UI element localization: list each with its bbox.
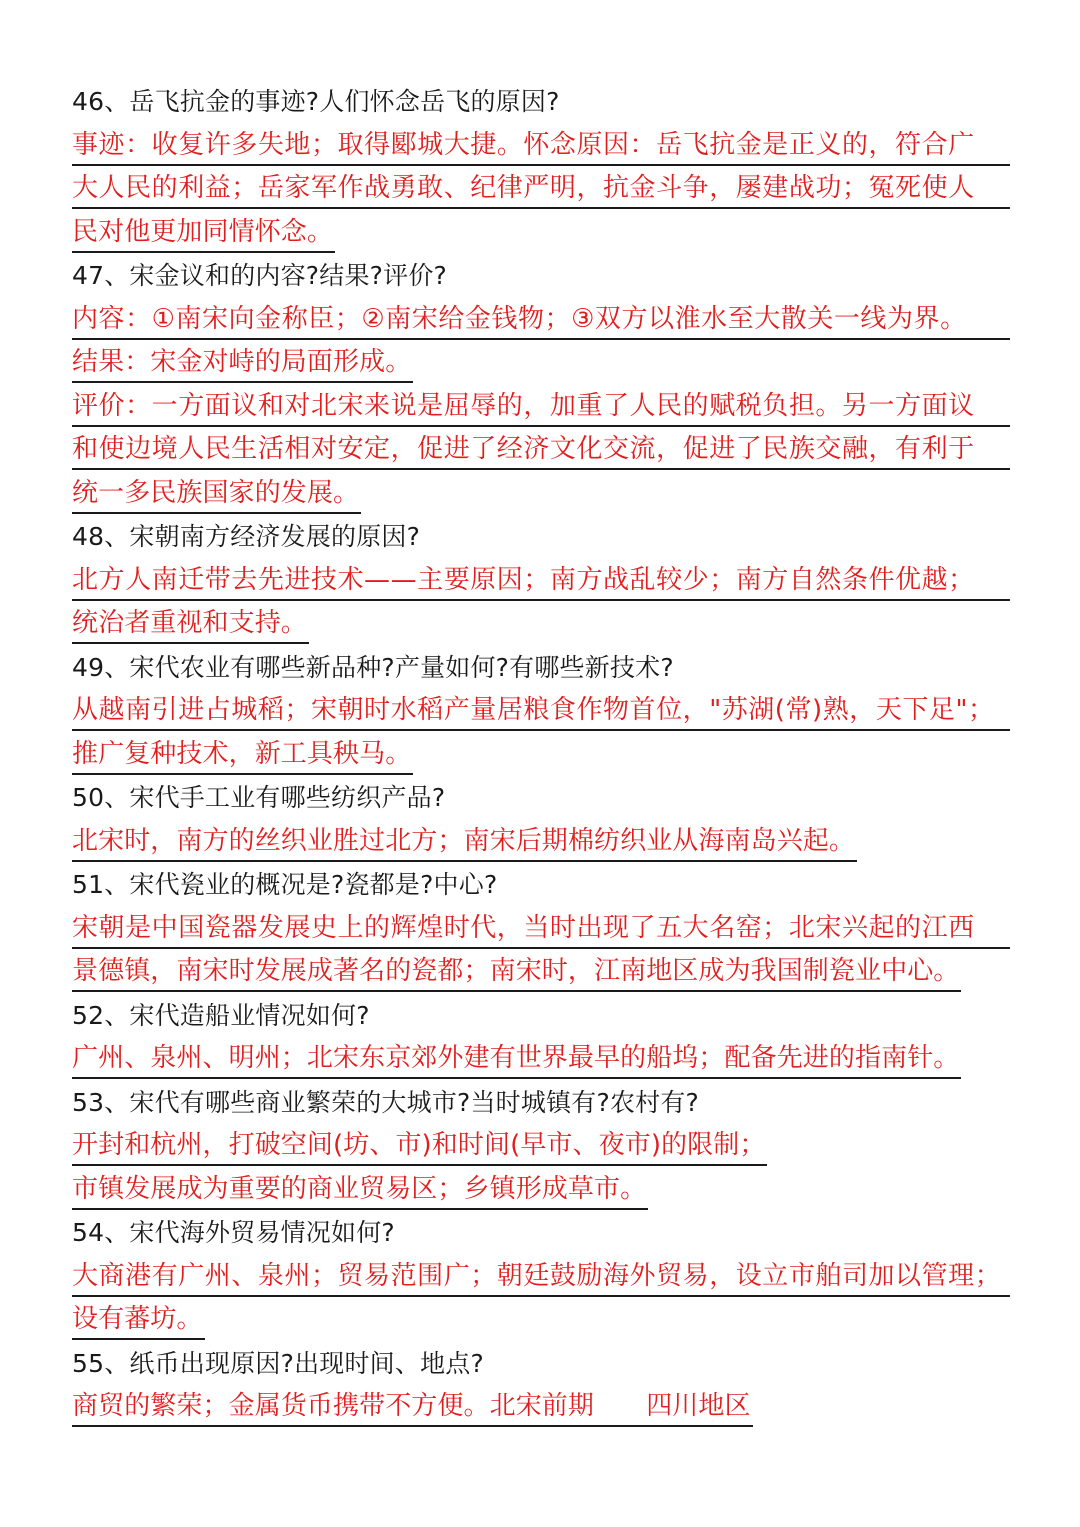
qa-item-55 (72, 1342, 1022, 1429)
answer-line: 商贸的繁荣；金属货币携带不方便。北宋前期 四川地区 (72, 1385, 1022, 1429)
question-48: 48、宋朝南方经济发展的原因? (72, 522, 421, 551)
answer-line: 开封和杭州，打破空间(坊、市)和时间(早市、夜市)的限制； (72, 1124, 1022, 1168)
answer-line: 景德镇，南宋时发展成著名的瓷都；南宋时，江南地区成为我国制瓷业中心。 (72, 950, 1022, 994)
qa-item-52 (72, 994, 1022, 1081)
answer-line: 广州、泉州、明州；北宋东京郊外建有世界最早的船坞；配备先进的指南针。 (72, 1037, 1022, 1081)
answer-line: 内容：①南宋向金称臣；②南宋给金钱物；③双方以淮水至大散关一线为界。 (72, 298, 1022, 342)
qa-item-46 (72, 80, 1022, 254)
question-47: 47、宋金议和的内容?结果?评价? (72, 261, 448, 290)
answer-line: 统一多民族国家的发展。 (72, 472, 1022, 516)
question-49: 49、宋代农业有哪些新品种?产量如何?有哪些新技术? (72, 652, 674, 682)
answer-line: 从越南引进占城稻；宋朝时水稻产量居粮食作物首位，"苏湖(常)熟，天下足"； (72, 689, 1022, 733)
answer-line: 事迹：收复许多失地；取得郾城大捷。怀念原因：岳飞抗金是正义的，符合广 (72, 124, 1022, 168)
qa-document (72, 80, 1022, 1429)
answer-line: 结果：宋金对峙的局面形成。 (72, 341, 1022, 385)
answer-line: 和使边境人民生活相对安定，促进了经济文化交流，促进了民族交融，有利于 (72, 428, 1022, 472)
answer-line: 民对他更加同情怀念。 (72, 211, 1022, 255)
qa-item-49 (72, 646, 1022, 777)
question-55: 55、纸币出现原因?出现时间、地点? (72, 1348, 484, 1378)
qa-item-50 (72, 776, 1022, 863)
question-53: 53、宋代有哪些商业繁荣的大城市?当时城镇有?农村有? (72, 1087, 700, 1117)
qa-item-48 (72, 515, 1022, 646)
answer-line: 大商港有广州、泉州；贸易范围广；朝廷鼓励海外贸易，设立市舶司加以管理； (72, 1255, 1022, 1299)
answer-line: 设有蕃坊。 (72, 1298, 1022, 1342)
answer-line: 北宋时，南方的丝织业胜过北方；南宋后期棉纺织业从海南岛兴起。 (72, 820, 1022, 864)
question-46: 46、岳飞抗金的事迹?人们怀念岳飞的原因? (72, 87, 560, 116)
qa-item-54 (72, 1211, 1022, 1342)
question-51: 51、宋代瓷业的概况是?瓷都是?中心? (72, 870, 498, 899)
qa-item-51 (72, 863, 1022, 994)
answer-line: 统治者重视和支持。 (72, 602, 1022, 646)
answer-line: 北方人南迁带去先进技术——主要原因；南方战乱较少；南方自然条件优越； (72, 559, 1022, 603)
qa-item-47 (72, 254, 1022, 515)
answer-line: 宋朝是中国瓷器发展史上的辉煌时代，当时出现了五大名窑；北宋兴起的江西 (72, 907, 1022, 951)
question-54: 54、宋代海外贸易情况如何? (72, 1218, 395, 1247)
answer-line: 评价：一方面议和对北宋来说是屈辱的，加重了人民的赋税负担。另一方面议 (72, 385, 1022, 429)
answer-line: 市镇发展成为重要的商业贸易区；乡镇形成草市。 (72, 1168, 1022, 1212)
question-52: 52、宋代造船业情况如何? (72, 1000, 370, 1030)
question-50: 50、宋代手工业有哪些纺织产品? (72, 783, 446, 812)
answer-line: 推广复种技术，新工具秧马。 (72, 733, 1022, 777)
qa-item-53 (72, 1081, 1022, 1212)
answer-line: 大人民的利益；岳家军作战勇敢、纪律严明，抗金斗争，屡建战功；冤死使人 (72, 167, 1022, 211)
